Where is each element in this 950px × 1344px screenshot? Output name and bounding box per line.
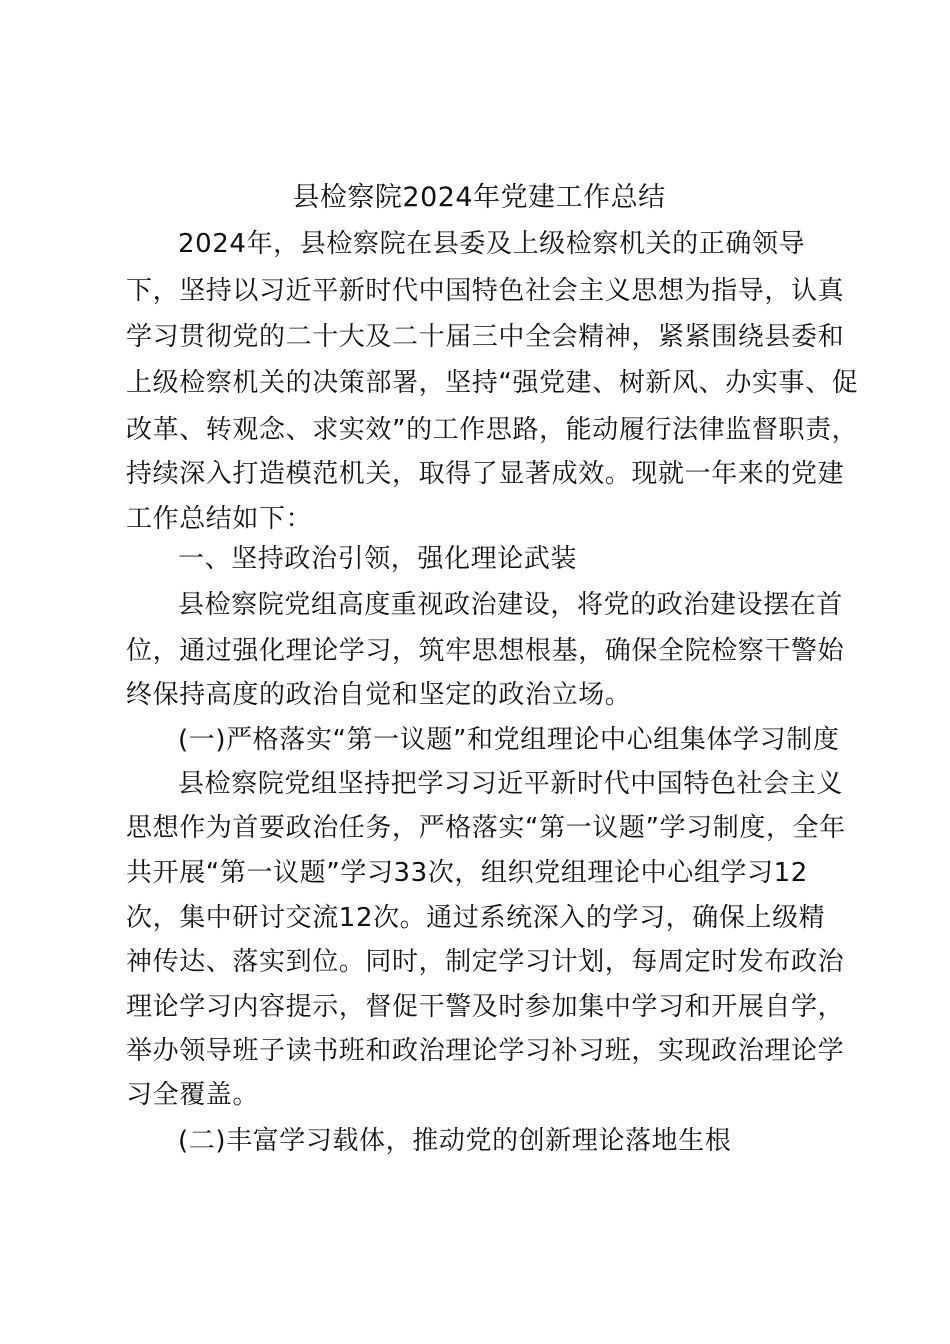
paragraph-line: 理论学习内容提示，督促干警及时参加集中学习和开展自学， — [126, 992, 845, 1022]
paragraph-line: 县检察院党组高度重视政治建设，将党的政治建设摆在首 — [178, 590, 844, 620]
paragraph-line: 位，通过强化理论学习，筑牢思想根基，确保全院检察干警始 — [126, 636, 845, 666]
paragraph-line: 持续深入打造模范机关，取得了显著成效。现就一年来的党建 — [126, 459, 845, 489]
section-heading: 一、坚持政治引领，强化理论武装 — [178, 544, 578, 574]
subsection-heading: (二)丰富学习载体，推动党的创新理论落地生根 — [178, 1126, 732, 1156]
paragraph-line: 习全覆盖。 — [126, 1080, 260, 1110]
paragraph-line: 次，集中研讨交流12次。通过系统深入的学习，确保上级精 — [126, 903, 826, 933]
document-title: 县检察院2024年党建工作总结 — [292, 182, 666, 213]
paragraph-line: 县检察院党组坚持把学习习近平新时代中国特色社会主义 — [178, 769, 844, 799]
paragraph-line: 2024年，县检察院在县委及上级检察机关的正确领导 — [178, 229, 806, 259]
paragraph-line: 举办领导班子读书班和政治理论学习补习班，实现政治理论学 — [126, 1036, 845, 1066]
paragraph-line: 改革、转观念、求实效”的工作思路，能动履行法律监督职责， — [126, 415, 859, 445]
paragraph-line: 工作总结如下： — [126, 504, 313, 534]
paragraph-line: 思想作为首要政治任务，严格落实“第一议题”学习制度，全年 — [126, 813, 846, 843]
subsection-heading: (一)严格落实“第一议题”和党组理论中心组集体学习制度 — [178, 725, 840, 755]
paragraph-line: 学习贯彻党的二十大及二十届三中全会精神，紧紧围绕县委和 — [126, 322, 845, 352]
paragraph-line: 上级检察机关的决策部署，坚持“强党建、树新风、办实事、促 — [126, 368, 859, 398]
paragraph-line: 神传达、落实到位。同时，制定学习计划，每周定时发布政治 — [126, 947, 845, 977]
paragraph-line: 下，坚持以习近平新时代中国特色社会主义思想为指导，认真 — [126, 276, 845, 306]
paragraph-line: 共开展“第一议题”学习33次，组织党组理论中心组学习12 — [126, 858, 808, 888]
paragraph-line: 终保持高度的政治自觉和坚定的政治立场。 — [126, 680, 632, 710]
